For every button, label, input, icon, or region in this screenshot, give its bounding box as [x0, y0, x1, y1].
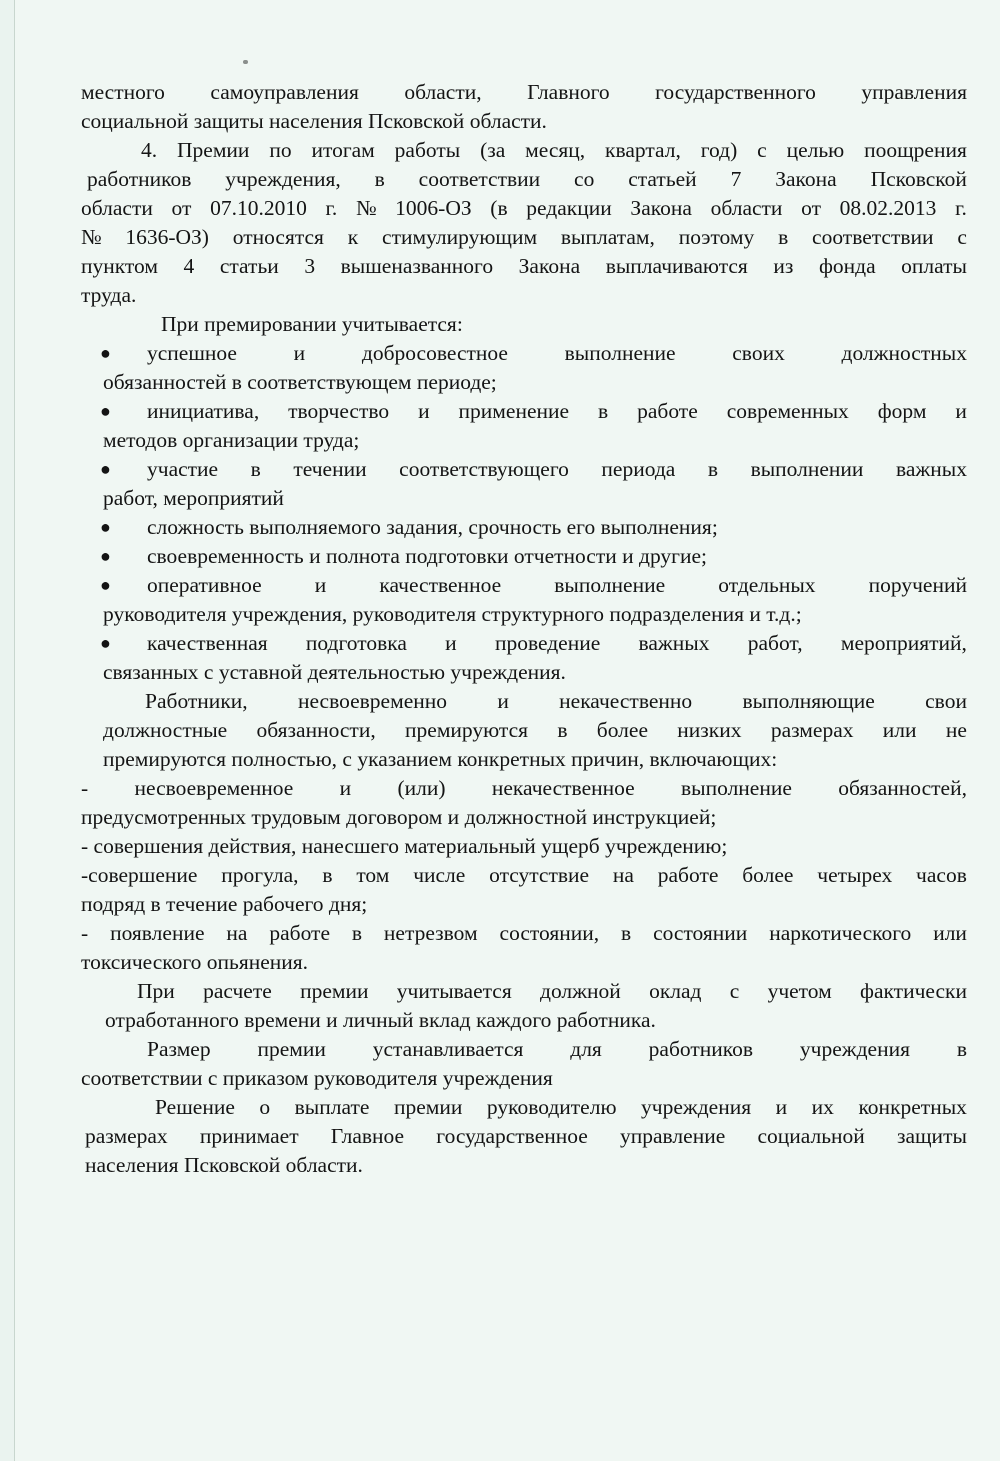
ink-speck [243, 60, 248, 64]
word: самоуправления [210, 80, 359, 104]
word: и [955, 399, 967, 423]
bullet-item [81, 513, 967, 542]
word: 1006-ОЗ [395, 196, 472, 220]
text-line [81, 165, 967, 194]
word: выплатам, [560, 225, 655, 249]
bullet-icon: ● [100, 575, 111, 595]
word: соответствии [418, 167, 541, 191]
word: премируются [405, 718, 529, 742]
word: Размер [147, 1037, 211, 1061]
bullet-text: сложность выполняемого задания, срочность его выполнения; [147, 515, 718, 539]
word: применение [458, 399, 570, 423]
word: поручений [868, 573, 967, 597]
word: из [773, 254, 794, 278]
text-line [81, 948, 967, 977]
word: на [612, 863, 634, 887]
word: состоянии [653, 921, 748, 945]
word: проведение [494, 631, 601, 655]
word: более [596, 718, 648, 742]
word: работников [648, 1037, 754, 1061]
word: в [557, 718, 568, 742]
word: и [418, 399, 430, 423]
word: учреждения [641, 1095, 752, 1119]
word: Работники, [145, 689, 248, 713]
word: на [226, 921, 248, 945]
word: руководителю [486, 1095, 617, 1119]
text-line [81, 194, 967, 223]
word: и [339, 776, 352, 800]
word: области [81, 196, 153, 220]
word: (или) [397, 776, 446, 800]
word: работе [657, 863, 719, 887]
word: поощрения [864, 138, 967, 162]
word: фактически [860, 979, 967, 1003]
text-line [81, 716, 967, 745]
word: оклад [649, 979, 702, 1003]
bullet-text [147, 629, 967, 658]
bullet-text [147, 455, 967, 484]
bullet-icon: ● [100, 401, 111, 421]
word: учреждения, [225, 167, 341, 191]
word: выплачиваются [605, 254, 748, 278]
word: (в [490, 196, 508, 220]
word: качественная [147, 631, 268, 655]
word: принимает [199, 1124, 299, 1148]
word: выполняющие [742, 689, 875, 713]
word: часов [916, 863, 967, 887]
bullet-item [81, 629, 967, 658]
bullet-icon: ● [100, 517, 111, 537]
word: и [293, 341, 306, 365]
word: несвоевременно [297, 689, 447, 713]
word: статьей [628, 167, 697, 191]
word: с [757, 138, 767, 162]
word: целью [786, 138, 845, 162]
word: поэтому [678, 225, 755, 249]
word: соответствующего [399, 457, 569, 481]
word: учреждения [799, 1037, 910, 1061]
text-line [81, 1093, 967, 1122]
word: г. [325, 196, 338, 220]
word: подготовка [305, 631, 407, 655]
word: должностные [103, 718, 228, 742]
word: в [707, 457, 719, 481]
word: премии [393, 1095, 463, 1119]
word: соответствии [812, 225, 934, 249]
text-line [81, 1064, 967, 1093]
word: выплате [294, 1095, 370, 1119]
text-line [81, 78, 967, 107]
text-line [81, 107, 967, 136]
word: 4 [183, 254, 195, 278]
word: и [497, 689, 509, 713]
word: появление [110, 921, 205, 945]
word: 3 [304, 254, 316, 278]
word: Премии [177, 138, 250, 162]
text-line [81, 1006, 967, 1035]
word: социальной [757, 1124, 865, 1148]
word: 07.10.2010 [210, 196, 307, 220]
text-line [81, 745, 967, 774]
word: Закона [775, 167, 837, 191]
word: работе [269, 921, 330, 945]
bullet-icon: ● [100, 633, 111, 653]
bullet-item [81, 339, 967, 368]
word: числе [413, 863, 466, 887]
word: и [445, 631, 457, 655]
bullet-text [147, 397, 967, 426]
word: выполнение [554, 573, 666, 597]
word: - [81, 921, 89, 945]
bullet-continuation: связанных с уставной деятельностью учреждения. [103, 660, 566, 684]
word: работы [394, 138, 461, 162]
word: конкретных [858, 1095, 967, 1119]
word: работников [87, 167, 192, 191]
word: в [598, 399, 609, 423]
word: вышеназванного [340, 254, 494, 278]
word: относятся [232, 225, 324, 249]
word: мероприятий, [840, 631, 967, 655]
word: выполнение [564, 341, 676, 365]
text-line [81, 1035, 967, 1064]
line-text: При премировании учитывается: [161, 312, 463, 336]
word: квартал, [605, 138, 681, 162]
word: прогула, [221, 863, 299, 887]
word: некачественно [559, 689, 693, 713]
word: несвоевременное [134, 776, 294, 800]
word: (за [480, 138, 506, 162]
word: размерах [85, 1124, 168, 1148]
word: о [259, 1095, 271, 1119]
word: четырех [817, 863, 893, 887]
word: современных [726, 399, 849, 423]
word: к [347, 225, 359, 249]
word: отсутствие [489, 863, 590, 887]
word: и [775, 1095, 788, 1119]
word: в [778, 225, 789, 249]
word: не [945, 718, 967, 742]
word: форм [877, 399, 927, 423]
word: периода [601, 457, 676, 481]
bullet-continuation: руководителя учреждения, руководителя структурного подразделения и т.д.; [103, 602, 802, 626]
word: фонда [818, 254, 876, 278]
word: защиты [896, 1124, 967, 1148]
word: для [570, 1037, 602, 1061]
word: При [137, 979, 175, 1003]
text-line [81, 832, 967, 861]
word: своих [732, 341, 785, 365]
word: Псковской [870, 167, 967, 191]
line-text: предусмотренных трудовым договором и должностной инструкцией; [81, 805, 717, 829]
word: более [742, 863, 794, 887]
word: некачественное [491, 776, 635, 800]
word: области [710, 196, 783, 220]
word: участие [147, 457, 219, 481]
text-line [81, 803, 967, 832]
text-line [81, 977, 967, 1006]
text-line [81, 310, 967, 339]
word: области, [404, 80, 482, 104]
line-text: подряд в течение рабочего дня; [81, 892, 368, 916]
word: расчете [203, 979, 272, 1003]
word: творчество [288, 399, 390, 423]
text-line [81, 281, 967, 310]
word: течении [293, 457, 367, 481]
word: Решение [155, 1095, 235, 1119]
word: выполнении [750, 457, 864, 481]
word: месяц, [525, 138, 586, 162]
word: премии [257, 1037, 326, 1061]
word: управления [861, 80, 967, 104]
bullet-continuation: обязанностей в соответствующем периоде; [103, 370, 497, 394]
bullet-continuation: работ, мероприятий [103, 486, 284, 510]
word: том [356, 863, 390, 887]
word: управление [620, 1124, 726, 1148]
word: г. [955, 196, 967, 220]
word: редакции [526, 196, 612, 220]
text-line [81, 687, 967, 716]
word: обязанности, [256, 718, 376, 742]
text-line [81, 136, 967, 165]
word: в [322, 863, 333, 887]
word: низких [677, 718, 742, 742]
word: важных [896, 457, 967, 481]
text-line [81, 774, 967, 803]
word: стимулирующим [382, 225, 538, 249]
bullet-icon: ● [100, 546, 111, 566]
word: по [269, 138, 292, 162]
word: Главного [527, 80, 610, 104]
bullet-text [147, 339, 967, 368]
word: в [250, 457, 261, 481]
word: учитывается [396, 979, 512, 1003]
bullet-item [81, 542, 967, 571]
bullet-text [147, 571, 967, 600]
word: премии [300, 979, 369, 1003]
word: должностных [841, 341, 967, 365]
document-page [14, 0, 1000, 1461]
word: отдельных [718, 573, 816, 597]
line-text: премируются полностью, с указанием конкретных причин, включающих: [103, 747, 778, 771]
word: № [81, 225, 102, 249]
text-line [81, 919, 967, 948]
word: государственного [655, 80, 816, 104]
line-text: социальной защиты населения Псковской области. [81, 109, 547, 133]
word: нетрезвом [383, 921, 478, 945]
bullet-continuation: методов организации труда; [103, 428, 360, 452]
word: свои [925, 689, 967, 713]
word: 08.02.2013 [839, 196, 937, 220]
word: качественное [379, 573, 502, 597]
word: и [314, 573, 327, 597]
text-line [81, 1122, 967, 1151]
word: в [956, 1037, 967, 1061]
text-line [81, 223, 967, 252]
word: Закона [518, 254, 581, 278]
word: устанавливается [372, 1037, 524, 1061]
line-text: соответствии с приказом руководителя учреждения [81, 1066, 553, 1090]
word: -совершение [81, 863, 198, 887]
word: год) [700, 138, 738, 162]
bullet-text: своевременность и полнота подготовки отчетности и другие; [147, 544, 708, 568]
document-body [81, 78, 967, 1180]
word: должной [540, 979, 621, 1003]
word: оперативное [147, 573, 262, 597]
word: важных [638, 631, 710, 655]
word: с [957, 225, 967, 249]
word: с [729, 979, 740, 1003]
word: выполнение [681, 776, 792, 800]
word: государственное [436, 1124, 588, 1148]
line-text: токсического опьянения. [81, 950, 309, 974]
bullet-item [81, 397, 967, 426]
line-text: труда. [81, 283, 137, 307]
word: работе [637, 399, 698, 423]
line-text: - совершения действия, нанесшего материальный ущерб учреждению; [81, 834, 728, 858]
word: или [882, 718, 917, 742]
word: или [933, 921, 967, 945]
word: в [621, 921, 632, 945]
text-line [81, 1151, 967, 1180]
text-line [81, 861, 967, 890]
word: в [351, 921, 363, 945]
word: наркотического [769, 921, 912, 945]
word: размерах [770, 718, 854, 742]
word: статьи [219, 254, 279, 278]
word: от [171, 196, 192, 220]
word: добросовестное [361, 341, 508, 365]
word: 4. [141, 138, 158, 162]
word: 7 [730, 167, 742, 191]
text-line [81, 252, 967, 281]
bullet-item [81, 571, 967, 600]
line-text: населения Псковской области. [85, 1153, 363, 1177]
word: № [355, 196, 377, 220]
word: в [374, 167, 385, 191]
word: состоянии, [499, 921, 600, 945]
word: местного [81, 80, 165, 104]
word: учетом [767, 979, 832, 1003]
word: их [811, 1095, 834, 1119]
word: - [81, 776, 89, 800]
bullet-item [81, 455, 967, 484]
word: со [574, 167, 595, 191]
word: итогам [311, 138, 375, 162]
word: оплаты [901, 254, 967, 278]
word: 1636-ОЗ) [125, 225, 209, 249]
word: обязанностей, [838, 776, 967, 800]
word: пунктом [81, 254, 158, 278]
word: работ, [747, 631, 803, 655]
text-line [81, 890, 967, 919]
line-text: отработанного времени и личный вклад каждого работника. [105, 1008, 656, 1032]
word: успешное [147, 341, 237, 365]
word: Закона [630, 196, 692, 220]
word: инициатива, [147, 399, 260, 423]
word: от [801, 196, 821, 220]
bullet-icon: ● [100, 459, 111, 479]
bullet-icon: ● [100, 343, 111, 363]
word: Главное [330, 1124, 405, 1148]
